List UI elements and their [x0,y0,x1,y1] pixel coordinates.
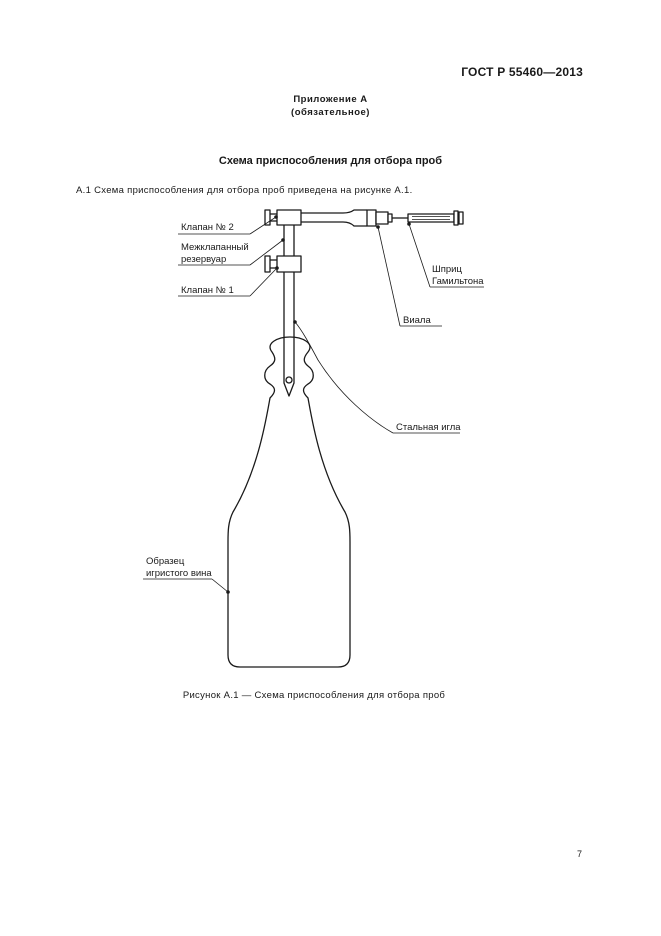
section-title: Схема приспособления для отбора проб [218,155,443,167]
label-sample-line2: игристого вина [146,568,212,579]
page-number: 7 [577,849,583,859]
label-vial: Виала [403,315,431,326]
label-reservoir-line2: резервуар [181,254,227,265]
valve-2 [277,210,301,225]
label-valve-2: Клапан № 2 [181,222,234,233]
label-sample-line1: Образец [146,556,185,567]
valve-1-handle [265,256,270,272]
section-paragraph: А.1 Схема приспособления для отбора проб приведена на рисунке А.1. [76,185,413,196]
label-needle: Стальная игла [396,422,461,433]
label-reservoir-line1: Межклапанный [181,242,249,253]
valve-1 [277,256,301,272]
label-syringe-line1: Шприц [432,264,462,275]
label-valve-1: Клапан № 1 [181,285,234,296]
needle-hole [286,377,292,383]
hamilton-syringe [408,214,454,222]
vial [367,210,376,226]
bottle-outline [228,337,350,667]
figure-caption: Рисунок А.1 — Схема приспособления для отбора проб [182,690,446,701]
document-id: ГОСТ Р 55460—2013 [461,65,583,79]
vial-cap [388,214,392,222]
annex-title: Приложение А [293,94,368,105]
annex-subtitle: (обязательное) [291,107,370,118]
label-syringe-line2: Гамильтона [432,276,484,287]
